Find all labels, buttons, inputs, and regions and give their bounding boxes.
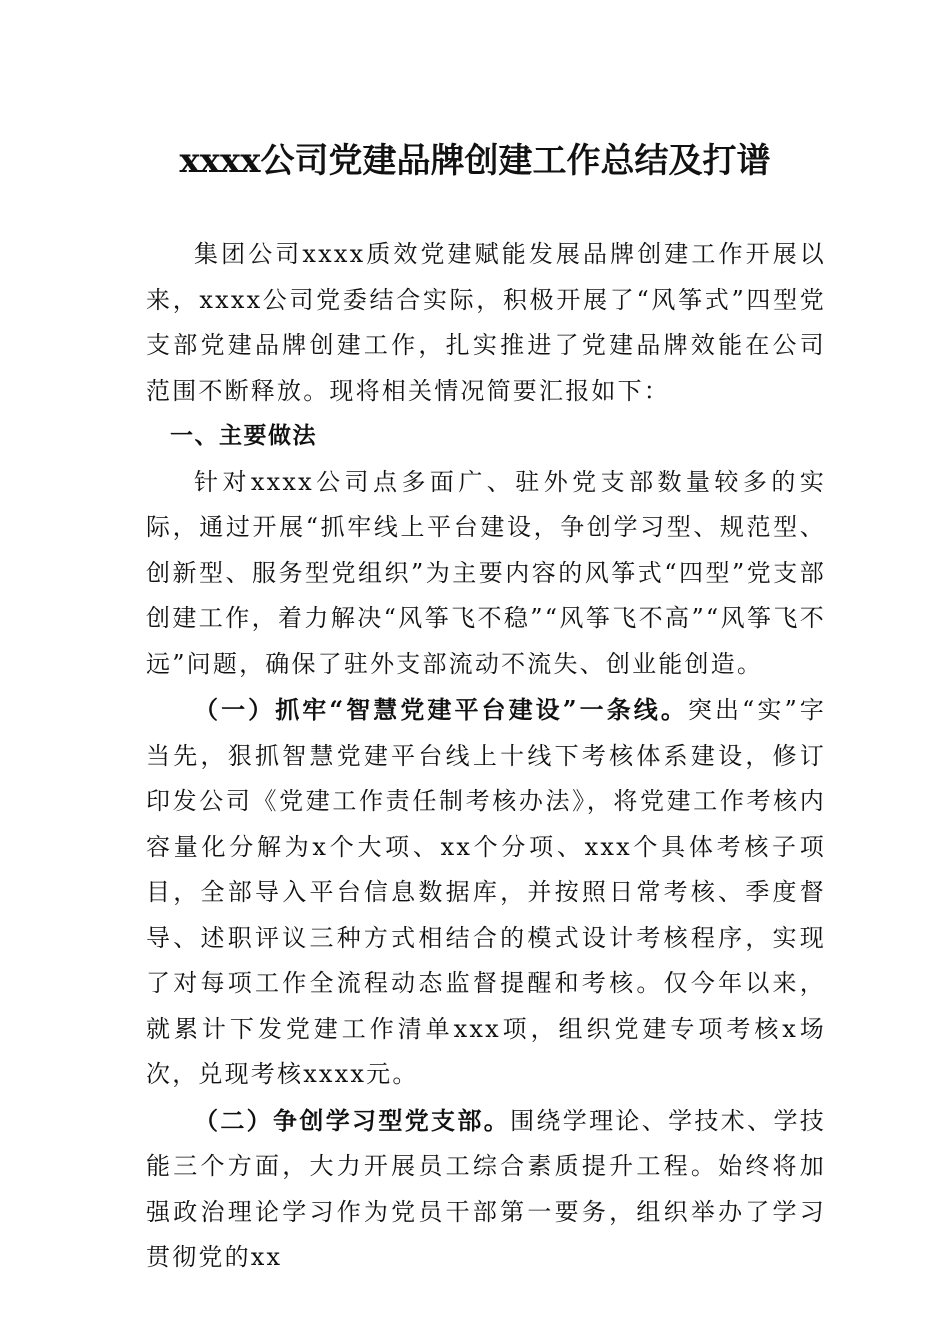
item1-paragraph (146, 687, 826, 1098)
intro-paragraph: 集团公司xxxx质效党建赋能发展品牌创建工作开展以来，xxxx公司党委结合实际，积极开展了“风筝式”四型党支部党建品牌创建工作，扎实推进了党建品牌效能在公司范围不断释放。现将相关情况简要汇报如下： (146, 240, 826, 405)
item2-text: 围绕学理论、学技术、学技能三个方面，大力开展员工综合素质提升工程。始终将加强政治理论学习作为党员干部第一要务，组织举办了学习贯彻党的xx (146, 1106, 826, 1271)
item2-paragraph (146, 1098, 826, 1281)
item2-lead: （二）争创学习型党支部。 (194, 1105, 511, 1135)
section-heading-main-practices: 一、主要做法 (170, 423, 317, 449)
item1-lead: （一）抓牢“智慧党建平台建设”一条线。 (194, 695, 688, 724)
section1-paragraph: 针对xxxx公司点多面广、驻外党支部数量较多的实际，通过开展“抓牢线上平台建设，争创学习型、规范型、创新型、服务型党组织”为主要内容的风筝式“四型”党支部创建工作，着力解决“风筝飞不稳”“风筝飞不高”“风筝飞不远”问题，确保了驻外支部流动不流失、创业能创造。 (146, 467, 826, 678)
document-body (146, 232, 826, 1281)
item1-text: 突出“实”字当先，狠抓智慧党建平台线上十线下考核体系建设，修订印发公司《党建工作责任制考核办法》，将党建工作考核内容量化分解为x个大项、xx个分项、xxx个具体考核子项目，全部导入平台信息数据库，并按照日常考核、季度督导、述职评议三种方式相结合的模式设计考核程序，实现了对每项工作全流程动态监督提醒和考核。仅今年以来，就累计下发党建工作清单xxx项，组织党建专项考核x场次，兑现考核xxxx元。 (146, 696, 826, 1088)
document-title: xxxx公司党建品牌创建工作总结及打谱 (179, 141, 771, 181)
